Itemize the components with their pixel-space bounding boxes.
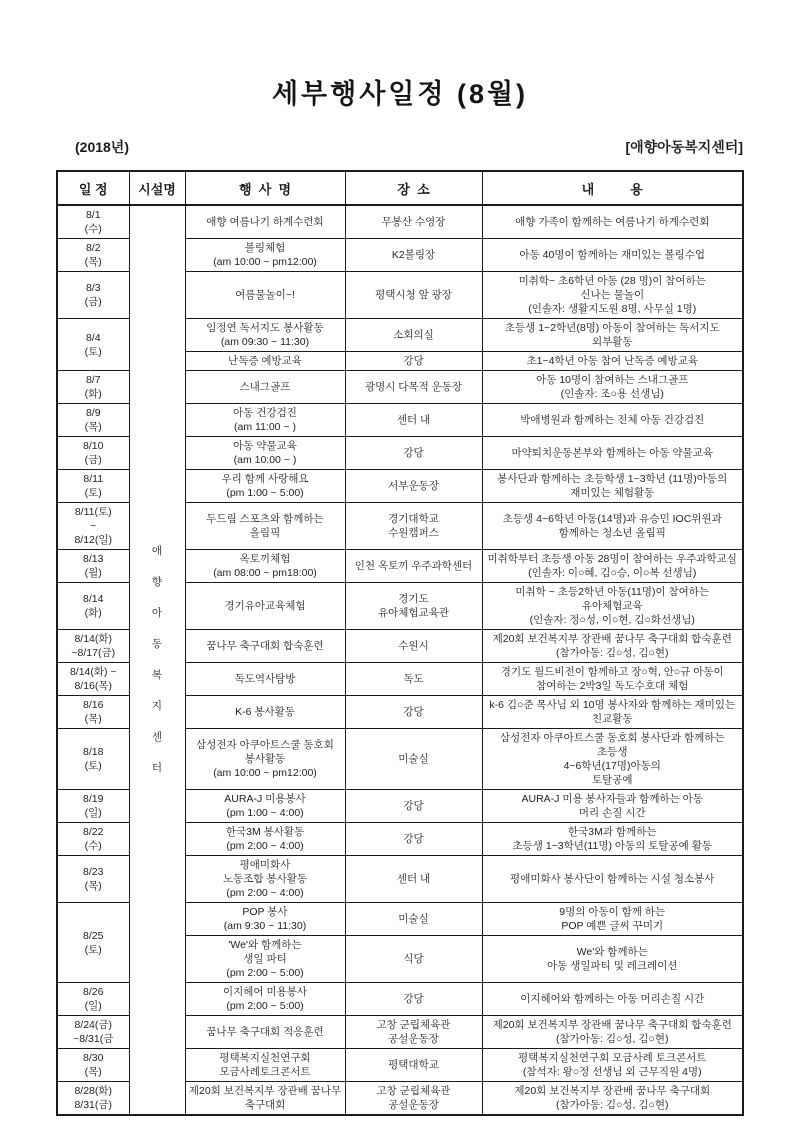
date-cell: 8/9 (목)	[57, 404, 129, 437]
year-label: (2018년)	[75, 139, 129, 155]
content-cell: 평애미화사 봉사단이 함께하는 시설 청소봉사	[482, 856, 743, 903]
date-cell: 8/19 (일)	[57, 790, 129, 823]
date-cell: 8/3 (금)	[57, 272, 129, 319]
date-cell: 8/23 (목)	[57, 856, 129, 903]
date-cell: 8/16 (목)	[57, 696, 129, 729]
place-cell: 강당	[345, 696, 482, 729]
place-cell: 미술실	[345, 729, 482, 790]
event-cell: 평애미화사 노동조합 봉사활동 (pm 2:00 ~ 4:00)	[185, 856, 345, 903]
place-cell: 경기도 유아체험교육관	[345, 583, 482, 630]
event-cell: 'We'와 함께하는 생일 파티 (pm 2:00 ~ 5:00)	[185, 936, 345, 983]
facility-name-cell: 애 향 아 동 복 지 센 터	[129, 205, 185, 1115]
page-title: 세부행사일정 (8월)	[271, 79, 529, 109]
place-cell: 수원시	[345, 630, 482, 663]
place-cell: 강당	[345, 437, 482, 470]
date-cell: 8/1 (수)	[57, 205, 129, 239]
place-cell: 고창 군립체육관 공설운동장	[345, 1016, 482, 1049]
content-cell: 초등생 4~6학년 아동(14명)과 유승민 IOC위원과 함께하는 청소년 올림픽	[482, 503, 743, 550]
event-cell: AURA-J 미용봉사 (pm 1:00 ~ 4:00)	[185, 790, 345, 823]
content-cell: 초등생 1~2학년(8명) 아동이 참여하는 독서지도 외부활동	[482, 319, 743, 352]
content-cell: 제20회 보건복지부 장관배 꿈나무 축구대회 합숙훈련 (참가아동: 김○성, 김○현)	[482, 630, 743, 663]
column-header-4: 내 용	[482, 171, 743, 205]
date-cell: 8/30 (목)	[57, 1049, 129, 1082]
place-cell: 강당	[345, 983, 482, 1016]
event-cell: 임정연 독서지도 봉사활동 (am 09:30 ~ 11:30)	[185, 319, 345, 352]
place-cell: 서부운동장	[345, 470, 482, 503]
content-cell: 박애병원과 함께하는 전체 아동 건강검진	[482, 404, 743, 437]
content-cell: 경기도 월드비전이 함께하고 장○혁, 안○규 아동이 참여하는 2박3일 독도수호대 체험	[482, 663, 743, 696]
content-cell: 미취학부터 초등생 아동 28명이 참여하는 우주과학교실 (인솔자: 이○혜, 김○승, 이○복 선생님)	[482, 550, 743, 583]
column-header-3: 장 소	[345, 171, 482, 205]
content-cell: 삼성전자 아쿠아트스쿨 동호회 봉사단과 함께하는 초등생 4~6학년(17명)아동의 토탈공예	[482, 729, 743, 790]
content-cell: 제20회 보건복지부 장관배 꿈나무 축구대회 (참가아동: 김○성, 김○현)	[482, 1082, 743, 1116]
event-cell: 이지헤어 미용봉사 (pm 2:00 ~ 5:00)	[185, 983, 345, 1016]
place-cell: 평택시청 앞 광장	[345, 272, 482, 319]
event-cell: 경기유아교육체험	[185, 583, 345, 630]
content-cell: 9명의 아동이 함께 하는 POP 예쁜 글씨 꾸미기	[482, 903, 743, 936]
event-cell: 아동 건강검진 (am 11:00 ~ )	[185, 404, 345, 437]
column-header-2: 행 사 명	[185, 171, 345, 205]
content-cell: 애향 가족이 함께하는 여름나기 하계수련회	[482, 205, 743, 239]
event-cell: 스내그골프	[185, 371, 345, 404]
content-cell: AURA-J 미용 봉사자들과 함께하는 아동 머리 손질 시간	[482, 790, 743, 823]
place-cell: 광명시 다목적 운동장	[345, 371, 482, 404]
date-cell: 8/14 (화)	[57, 583, 129, 630]
place-cell: 경기대학교 수원캠퍼스	[345, 503, 482, 550]
event-cell: 난독증 예방교육	[185, 352, 345, 371]
schedule-table	[56, 170, 744, 1116]
place-cell: 독도	[345, 663, 482, 696]
place-cell: 센터 내	[345, 404, 482, 437]
content-cell: 아동 10명이 참여하는 스내그골프 (인솔자: 조○용 선생님)	[482, 371, 743, 404]
event-cell: 꿈나무 축구대회 합숙훈련	[185, 630, 345, 663]
date-cell: 8/25 (토)	[57, 903, 129, 983]
content-cell: 이지헤어와 함께하는 아동 머리손질 시간	[482, 983, 743, 1016]
date-cell: 8/22 (수)	[57, 823, 129, 856]
date-cell: 8/26 (일)	[57, 983, 129, 1016]
date-cell: 8/4 (토)	[57, 319, 129, 371]
date-cell: 8/18 (토)	[57, 729, 129, 790]
place-cell: 강당	[345, 790, 482, 823]
event-cell: 옥토끼체험 (am 08:00 ~ pm18:00)	[185, 550, 345, 583]
place-cell: 인천 옥토끼 우주과학센터	[345, 550, 482, 583]
event-cell: K-6 봉사활동	[185, 696, 345, 729]
content-cell: k-6 김○준 목사님 외 10명 봉사자와 함께하는 재미있는 친교활동	[482, 696, 743, 729]
content-cell: 봉사단과 함께하는 초등학생 1~3학년 (11명)아동의 재미있는 체험활동	[482, 470, 743, 503]
place-cell: 미술실	[345, 903, 482, 936]
place-cell: 센터 내	[345, 856, 482, 903]
column-header-1: 시설명	[129, 171, 185, 205]
content-cell: 미취학~ 초6학년 아동 (28 명)이 참여하는 신나는 물놀이 (인솔자: 생활지도원 8명, 사무실 1명)	[482, 272, 743, 319]
event-cell: 꿈나무 축구대회 적응훈련	[185, 1016, 345, 1049]
place-cell: 고창 군립체육관 공설운동장	[345, 1082, 482, 1116]
content-cell: 아동 40명이 함께하는 재미있는 볼링수업	[482, 239, 743, 272]
event-cell: 독도역사탐방	[185, 663, 345, 696]
event-cell: 볼링체험 (am 10:00 ~ pm12:00)	[185, 239, 345, 272]
event-cell: 여름물놀이~!	[185, 272, 345, 319]
meta-row	[57, 137, 743, 157]
place-cell: 평택대학교	[345, 1049, 482, 1082]
date-cell: 8/11(토) ~ 8/12(일)	[57, 503, 129, 550]
place-cell: 강당	[345, 352, 482, 371]
place-cell: 무봉산 수영장	[345, 205, 482, 239]
content-cell: 마약퇴치운동본부와 함께하는 아동 약물교육	[482, 437, 743, 470]
date-cell: 8/28(화) 8/31(금)	[57, 1082, 129, 1116]
content-cell: 평택복지실천연구회 모금사례 토크콘서트 (참석자: 왕○정 선생님 외 근무직원 4명)	[482, 1049, 743, 1082]
place-cell: 식당	[345, 936, 482, 983]
table-row	[57, 205, 743, 239]
date-cell: 8/7 (화)	[57, 371, 129, 404]
content-cell: 한국3M과 함께하는 초등생 1~3학년(11명) 아동의 토탈공예 활동	[482, 823, 743, 856]
event-cell: 두드림 스포츠와 함께하는 올림픽	[185, 503, 345, 550]
table-body	[57, 205, 743, 1115]
event-cell: 우리 함께 사랑해요 (pm 1:00 ~ 5:00)	[185, 470, 345, 503]
date-cell: 8/14(화) ~8/17(금)	[57, 630, 129, 663]
content-cell: We'와 함께하는 아동 생일파티 및 레크레이션	[482, 936, 743, 983]
date-cell: 8/24(금) ~8/31(금	[57, 1016, 129, 1049]
event-cell: POP 봉사 (am 9:30 ~ 11:30)	[185, 903, 345, 936]
content-cell: 초1~4학년 아동 참여 난독증 예방교육	[482, 352, 743, 371]
column-header-0: 일 정	[57, 171, 129, 205]
place-cell: 강당	[345, 823, 482, 856]
place-cell: 소회의실	[345, 319, 482, 352]
table-header-row	[57, 171, 743, 205]
event-cell: 한국3M 봉사활동 (pm 2:00 ~ 4:00)	[185, 823, 345, 856]
place-cell: K2볼링장	[345, 239, 482, 272]
event-cell: 평택복지실천연구회 모금사례토크콘서트	[185, 1049, 345, 1082]
event-cell: 애향 여름나기 하계수련회	[185, 205, 345, 239]
content-cell: 미취학 ~ 초등2학년 아동(11명)이 참여하는 유아체험교육 (인솔자: 정○성, 이○현, 김○화선생님)	[482, 583, 743, 630]
date-cell: 8/14(화) ~ 8/16(목)	[57, 663, 129, 696]
date-cell: 8/2 (목)	[57, 239, 129, 272]
event-cell: 제20회 보건복지부 장관배 꿈나무 축구대회	[185, 1082, 345, 1116]
event-cell: 아동 약물교육 (am 10:00 ~ )	[185, 437, 345, 470]
content-cell: 제20회 보건복지부 장관배 꿈나무 축구대회 합숙훈련 (참가아동: 김○성, 김○현)	[482, 1016, 743, 1049]
date-cell: 8/10 (금)	[57, 437, 129, 470]
event-cell: 삼성전자 아쿠아트스쿨 동호회 봉사활동 (am 10:00 ~ pm12:00)	[185, 729, 345, 790]
center-name-label: [애향아동복지센터]	[625, 139, 743, 155]
date-cell: 8/13 (월)	[57, 550, 129, 583]
date-cell: 8/11 (토)	[57, 470, 129, 503]
